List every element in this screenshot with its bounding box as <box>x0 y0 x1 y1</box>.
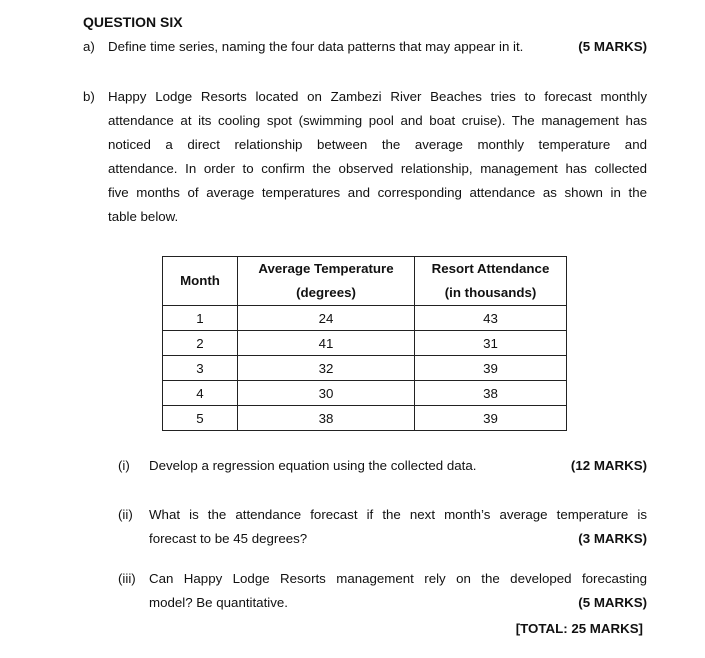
header-month: Month <box>163 257 238 306</box>
table-row <box>163 381 567 406</box>
sub-i-text: Develop a regression equation using the collected data. <box>149 458 477 473</box>
cell: 5 <box>163 406 238 431</box>
part-b-line: attendance at its cooling spot (swimming pool and boat cruise). The management has <box>108 113 647 128</box>
part-b-line: table below. <box>108 209 179 224</box>
table-row <box>163 306 567 331</box>
header-line: (degrees) <box>296 285 356 300</box>
sub-ii-marks: (3 MARKS) <box>578 531 647 546</box>
sub-i-marks: (12 MARKS) <box>570 458 647 473</box>
sub-i-label: (i) <box>118 458 130 473</box>
sub-iii-text: model? Be quantitative. <box>149 595 288 610</box>
header-temperature <box>238 257 415 306</box>
table-row <box>163 356 567 381</box>
header-line: Resort Attendance <box>431 261 550 276</box>
header-attendance <box>415 257 567 306</box>
table-header-row <box>163 257 567 306</box>
table-row <box>163 331 567 356</box>
cell: 3 <box>163 356 238 381</box>
cell: 1 <box>163 306 238 331</box>
part-a-label: a) <box>83 39 95 54</box>
total-marks: [TOTAL: 25 MARKS] <box>515 621 643 636</box>
sub-iii-label: (iii) <box>118 571 136 586</box>
part-b-label: b) <box>83 89 95 104</box>
part-b-line: noticed a direct relationship between the average monthly temperature and <box>108 137 647 152</box>
part-b-line: five months of average temperatures and corresponding attendance as shown in the <box>108 185 647 200</box>
cell: 30 <box>238 381 415 406</box>
cell: 43 <box>415 306 567 331</box>
part-b-line: attendance. In order to confirm the observed relationship, management has collected <box>108 161 647 176</box>
cell: 39 <box>415 356 567 381</box>
cell: 38 <box>415 381 567 406</box>
cell: 24 <box>238 306 415 331</box>
cell: 4 <box>163 381 238 406</box>
question-title: QUESTION SIX <box>83 14 183 30</box>
cell: 41 <box>238 331 415 356</box>
part-a-text: Define time series, naming the four data patterns that may appear in it. <box>108 39 524 54</box>
cell: 2 <box>163 331 238 356</box>
cell: 38 <box>238 406 415 431</box>
sub-iii-text: Can Happy Lodge Resorts management rely on the developed forecasting <box>149 571 647 586</box>
table-row <box>163 406 567 431</box>
cell: 32 <box>238 356 415 381</box>
cell: 39 <box>415 406 567 431</box>
sub-iii-marks: (5 MARKS) <box>578 595 647 610</box>
part-a-marks: (5 MARKS) <box>578 39 647 54</box>
header-line: (in thousands) <box>444 285 537 300</box>
sub-ii-label: (ii) <box>118 507 133 522</box>
header-line: Average Temperature <box>258 261 394 276</box>
cell: 31 <box>415 331 567 356</box>
part-b-line: Happy Lodge Resorts located on Zambezi River Beaches tries to forecast monthly <box>108 89 647 104</box>
sub-ii-text: forecast to be 45 degrees? <box>149 531 308 546</box>
data-table <box>162 256 567 431</box>
sub-ii-text: What is the attendance forecast if the next month’s average temperature is <box>149 507 647 522</box>
